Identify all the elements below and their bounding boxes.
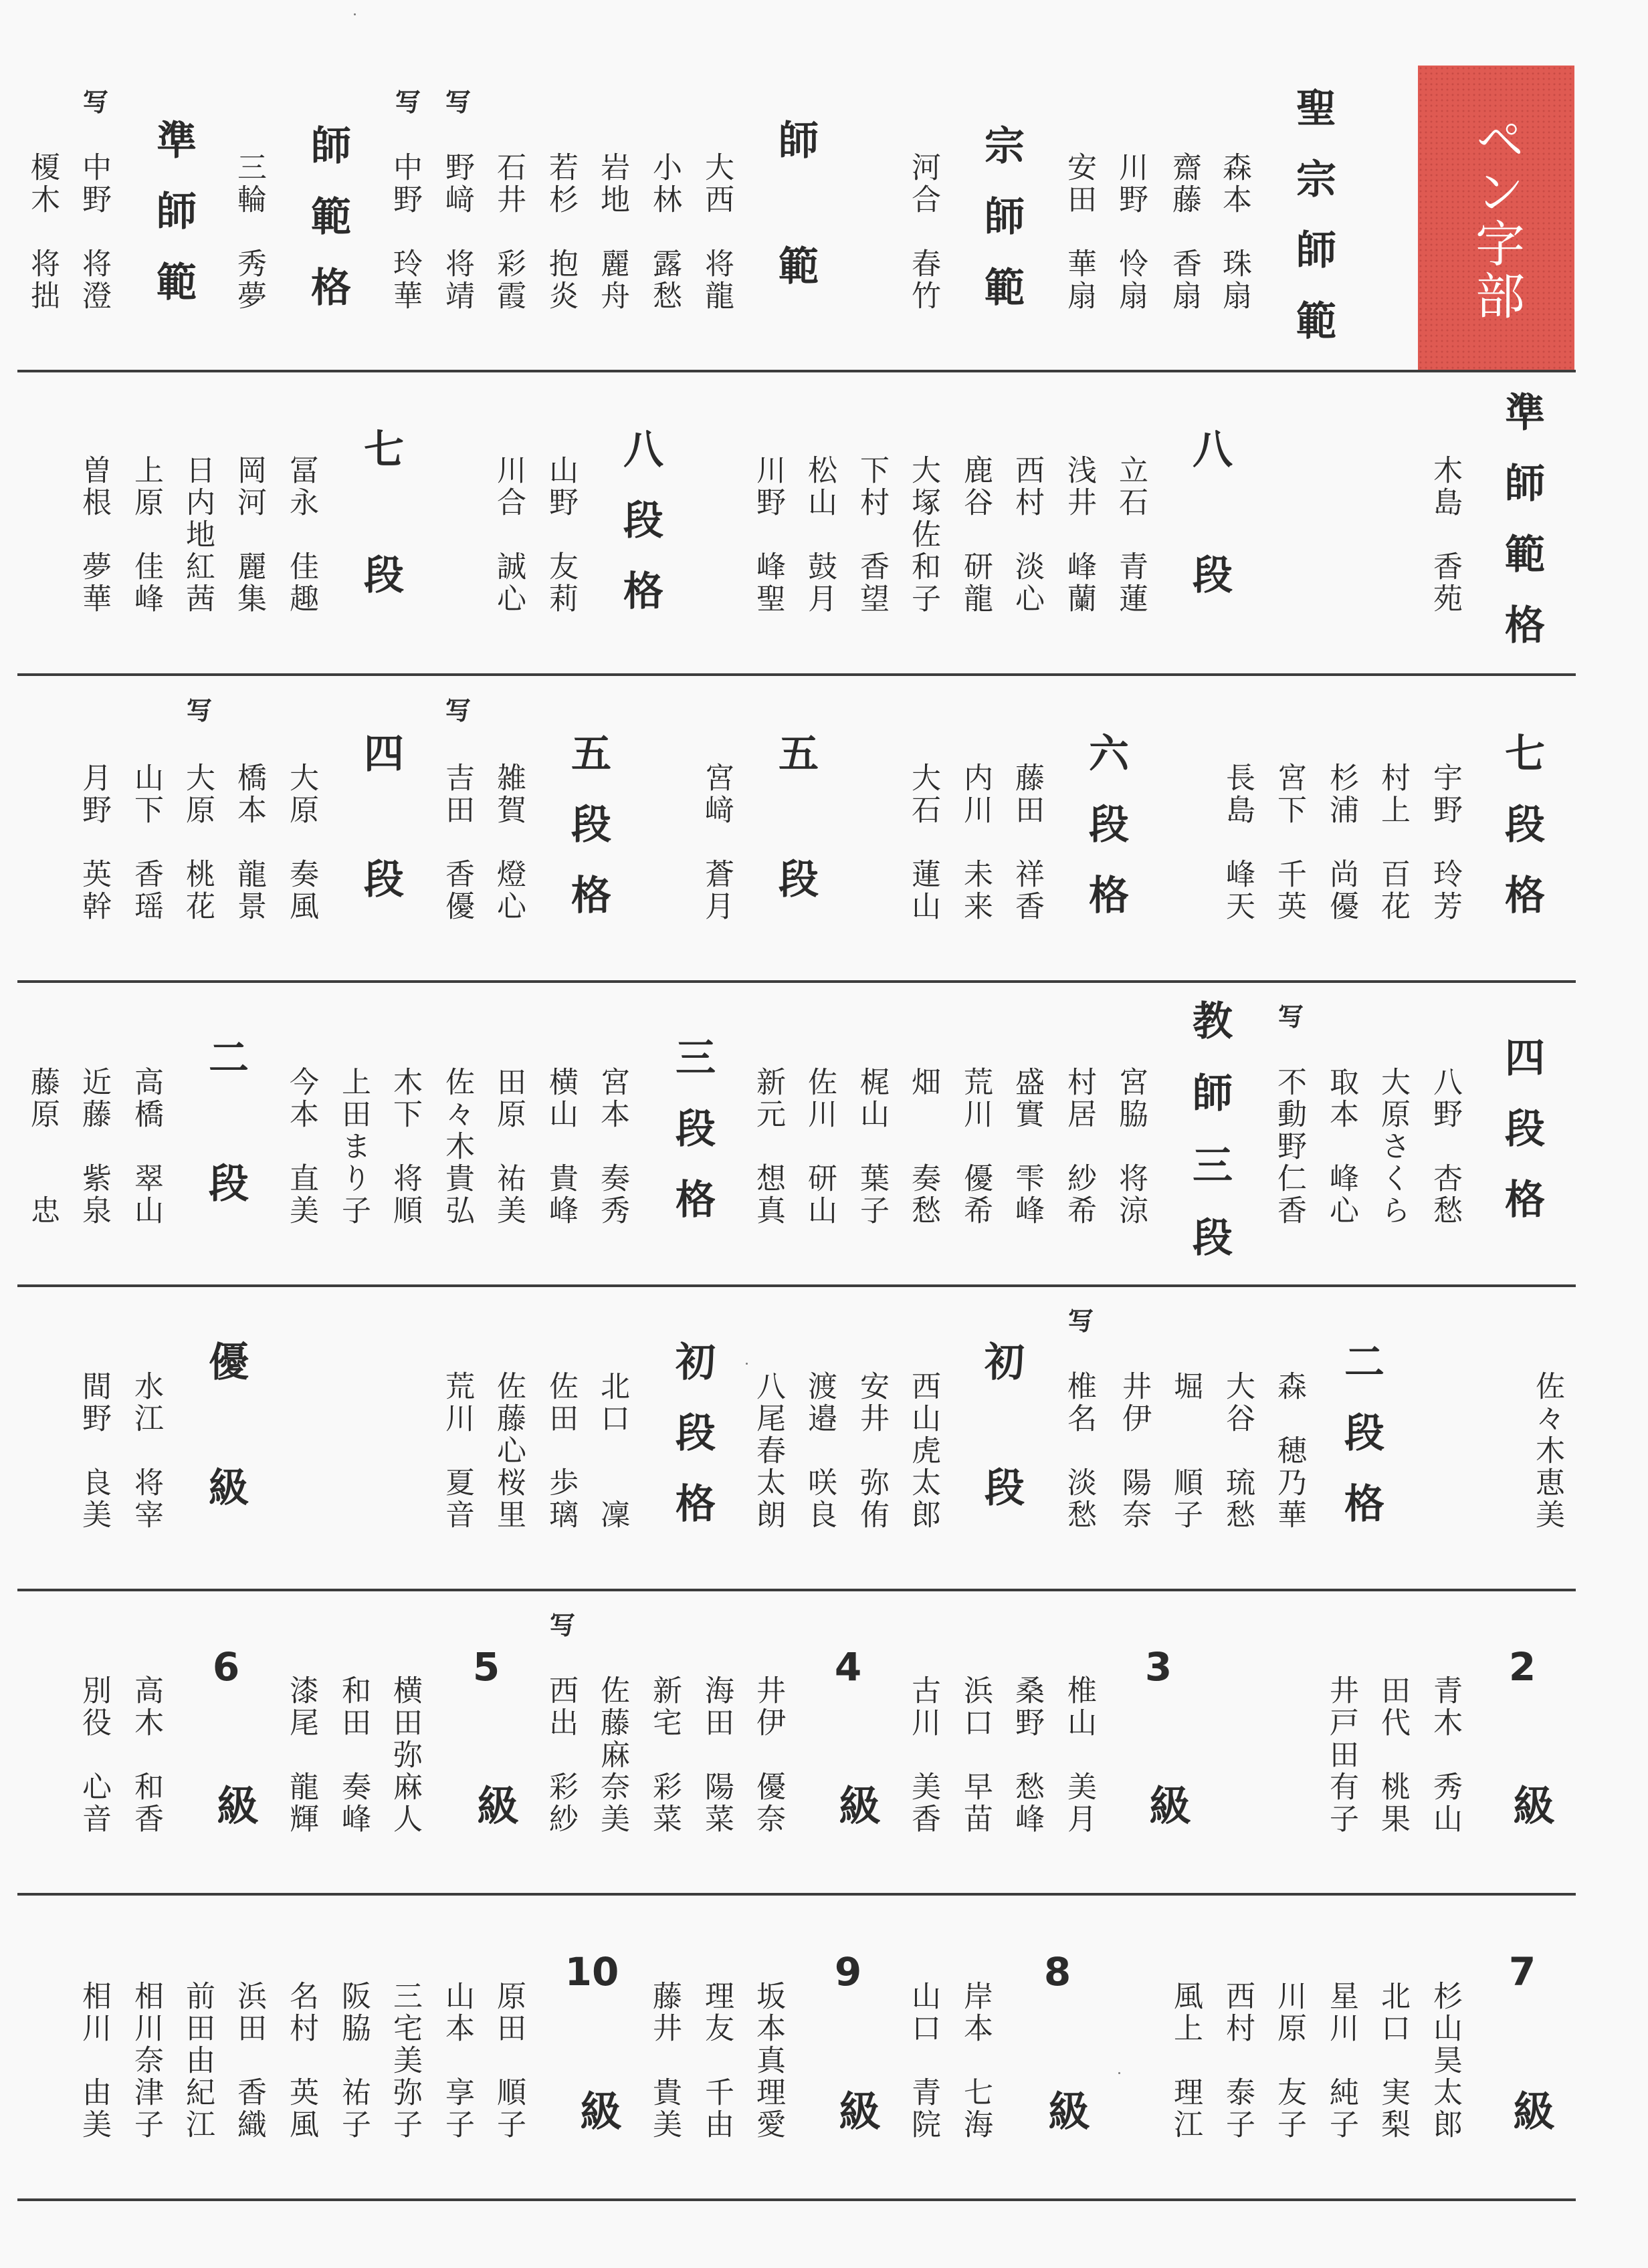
member-name: 杉浦 尚優 [1324,762,1358,923]
rank-heading-hachidan: 八段 [1186,428,1233,679]
member-name: 荒川 優希 [958,1066,993,1227]
member-name: 佐川 研山 [803,1066,837,1227]
member-name: 坂本真理愛 [751,1980,785,2141]
member-name: 立石 青蓮 [1114,455,1148,615]
member-name: 月野 英幹 [77,762,111,923]
member-name: 榎木 将拙 [25,152,60,312]
kyu-number: 4 [834,1644,862,1690]
member-name: 名村 英風 [284,1980,318,2141]
member-name: 岡河 麗集 [232,455,266,615]
member-name: 前田由紀江 [181,1980,215,2141]
rank-heading-yuukyuu: 優級 [202,1341,249,1592]
kyu-number: 10 [564,1949,619,1995]
member-name: 森 穂乃華 [1272,1371,1306,1531]
kyu-number: 8 [1043,1949,1071,1995]
member-name: 阪脇 祐子 [336,1980,371,2141]
member-name: 曽根 夢華 [77,455,111,615]
rank-heading-junshihankaku: 準師範格 [1498,391,1545,675]
member-name: 高橋 翠山 [129,1066,163,1227]
member-name: 岸本 七海 [958,1980,993,2141]
member-name: 安田 華扇 [1062,152,1096,312]
member-name: 大原 桃花 [181,762,215,923]
copy-mark: 写 [82,88,108,117]
rank-heading-shihan: 師範 [772,119,819,370]
member-name: 相川 由美 [77,1980,111,2141]
member-name: 橋本 龍景 [232,762,266,923]
member-name: 田代 桃果 [1376,1675,1410,1835]
member-name: 山野 友莉 [544,455,578,615]
member-name: 雑賀 燈心 [492,762,526,923]
member-name: 宇野 玲芳 [1428,762,1462,923]
copy-mark: 写 [549,1611,575,1640]
copy-mark: 写 [186,696,212,725]
member-name: 小林 露愁 [647,152,682,312]
member-name: 盛實 雫峰 [1010,1066,1044,1227]
member-name: 川野 怜扇 [1114,152,1148,312]
member-name: 北口 実梨 [1376,1980,1410,2141]
kyu-label: 級 [1041,2089,1090,2131]
member-name: 三宅美弥子 [388,1980,422,2141]
rank-heading-shodan: 初段 [978,1341,1025,1592]
member-name: 井戸田有子 [1324,1675,1358,1835]
rank-heading-nidan: 二段 [202,1036,249,1288]
kyu-number: 2 [1508,1644,1536,1690]
rank-heading-sandankaku: 三段格 [669,1036,716,1249]
member-name: 古川 美香 [906,1675,940,1835]
member-name: 相川奈津子 [129,1980,163,2141]
row-divider [17,2198,1576,2201]
member-name: 上田まり子 [336,1066,371,1227]
copy-mark: 写 [1067,1307,1094,1336]
member-name: 渡邉 咲良 [803,1371,837,1531]
rank-heading-godan: 五段 [772,732,819,984]
row-divider [17,1893,1576,1896]
member-name: 藤原 忠 [25,1066,60,1227]
member-name: 川合 誠心 [492,455,526,615]
member-name: 佐田 歩璃 [544,1371,578,1531]
member-name: 村上 百花 [1376,762,1410,923]
member-name: 漆尾 龍輝 [284,1675,318,1835]
member-name: 木下 将順 [388,1066,422,1227]
member-name: 宮脇 将涼 [1114,1066,1148,1227]
member-name: 別役 心音 [77,1675,111,1835]
rank-heading-nidankaku: 二段格 [1338,1341,1384,1553]
rank-heading-shihankaku: 師範格 [304,124,351,337]
member-name: 吉田 香優 [440,762,474,923]
kyu-label: 級 [573,2089,622,2131]
member-name: 岩地 麗舟 [595,152,629,312]
member-name: 若杉 抱炎 [544,152,578,312]
member-name: 西山虎太郎 [906,1371,940,1531]
member-name: 八野 杏愁 [1428,1066,1462,1227]
member-name: 安井 弥侑 [855,1371,889,1531]
member-name: 村居 紗希 [1062,1066,1096,1227]
member-name: 上原 佳峰 [129,455,163,615]
rank-heading-nanadan: 七段 [357,428,404,679]
member-name: 取本 峰心 [1324,1066,1358,1227]
member-name: 宮下 千英 [1272,762,1306,923]
member-name: 水江 将宰 [129,1371,163,1531]
member-name: 椎名 淡愁 [1062,1371,1096,1531]
row-divider [17,673,1576,676]
rank-heading-seishuu: 聖宗師範 [1290,87,1336,370]
member-name: 和田 奏峰 [336,1675,371,1835]
member-name: 山本 享子 [440,1980,474,2141]
member-name: 森本 珠扇 [1217,152,1251,312]
member-name: 野﨑 将靖 [440,152,474,312]
member-name: 横田弥麻人 [388,1675,422,1835]
member-name: 高木 和香 [129,1675,163,1835]
kyu-label: 級 [470,1784,519,1825]
member-name: 近藤 紫泉 [77,1066,111,1227]
member-name: 不動野仁香 [1272,1066,1306,1227]
member-name: 桑野 愁峰 [1010,1675,1044,1835]
pen-division-badge: ペン字部 [1418,66,1574,370]
member-name: 川野 峰聖 [751,455,785,615]
member-name: 齋藤 香扇 [1167,152,1201,312]
rank-heading-shodankaku: 初段格 [669,1341,716,1553]
member-name: 佐々木恵美 [1530,1371,1564,1531]
member-name: 冨永 佳趣 [284,455,318,615]
member-name: 中野 玲華 [388,152,422,312]
member-name: 木島 香苑 [1428,455,1462,615]
rank-heading-rokudankaku: 六段格 [1082,732,1129,945]
member-name: 宮﨑 蒼月 [700,762,734,923]
member-name: 藤井 貴美 [647,1980,682,2141]
member-name: 井伊 陽奈 [1117,1371,1151,1531]
member-name: 日内地紅茜 [181,455,215,615]
kyu-number: 9 [834,1949,862,1995]
member-name: 佐藤心桜里 [492,1371,526,1531]
member-name: 西出 彩紗 [544,1675,578,1835]
member-name: 浜田 香織 [232,1980,266,2141]
member-name: 浜口 早苗 [958,1675,993,1835]
rank-heading-yondan: 四段 [357,732,404,984]
copy-mark: 写 [445,696,471,725]
member-name: 田原 祐美 [492,1066,526,1227]
kyu-label: 級 [210,1784,259,1825]
copy-mark: 写 [1277,1002,1304,1032]
scan-speck [354,13,356,15]
member-name: 畑 奏愁 [906,1066,940,1227]
member-name: 八尾春太朗 [751,1371,785,1531]
kyu-label: 級 [832,2089,881,2131]
kyu-number: 7 [1508,1949,1536,1995]
rank-heading-hachidankaku: 八段格 [617,428,663,641]
copy-mark: 写 [445,88,471,117]
member-name: 藤田 祥香 [1010,762,1044,923]
member-name: 荒川 夏音 [440,1371,474,1531]
member-name: 佐藤麻奈美 [595,1675,629,1835]
kyu-number: 3 [1144,1644,1172,1690]
member-name: 山下 香瑶 [129,762,163,923]
member-name: 大石 蓮山 [906,762,940,923]
member-name: 松山 鼓月 [803,455,837,615]
rank-heading-kyoshi: 教師三段 [1186,1000,1233,1288]
kyu-label: 級 [1506,1784,1555,1825]
member-name: 長島 峰天 [1221,762,1255,923]
member-name: 原田 順子 [492,1980,526,2141]
member-name: 川原 友子 [1272,1980,1306,2141]
member-name: 西村 泰子 [1221,1980,1255,2141]
member-name: 中野 将澄 [77,152,111,312]
member-name: 浅井 峰蘭 [1062,455,1096,615]
member-name: 西村 淡心 [1010,455,1044,615]
member-name: 山口 青院 [906,1980,940,2141]
member-name: 下村 香望 [855,455,889,615]
member-name: 井伊 優奈 [751,1675,785,1835]
kyu-label: 級 [832,1784,881,1825]
member-name: 佐々木貴弘 [440,1066,474,1227]
member-name: 三輪 秀夢 [232,152,266,312]
member-name: 堀 順子 [1168,1371,1203,1531]
member-name: 青木 秀山 [1428,1675,1462,1835]
member-name: 鹿谷 研龍 [958,455,993,615]
member-name: 椎山 美月 [1062,1675,1096,1835]
member-name: 内川 未来 [958,762,993,923]
rank-heading-godankaku: 五段格 [564,732,611,945]
member-name: 河合 春竹 [906,152,940,312]
rank-heading-nanadankaku: 七段格 [1498,732,1545,945]
member-name: 新宅 彩菜 [647,1675,682,1835]
member-name: 宮本 奏秀 [595,1066,629,1227]
member-name: 大塚佐和子 [906,455,940,615]
member-name: 梶山 葉子 [855,1066,889,1227]
member-name: 大西 将龍 [700,152,734,312]
member-name: 風上 理江 [1168,1980,1203,2141]
member-name: 大谷 琉愁 [1221,1371,1255,1531]
scan-speck [1118,2072,1120,2074]
rank-heading-yondankaku: 四段格 [1498,1036,1545,1249]
member-name: 杉山昊太郎 [1428,1980,1462,2141]
kyu-number: 5 [472,1644,500,1690]
member-name: 大原 奏風 [284,762,318,923]
member-name: 新元 想真 [751,1066,785,1227]
row-divider [17,1589,1576,1591]
rank-heading-shuu: 宗師範 [978,124,1025,337]
member-name: 横山 貴峰 [544,1066,578,1227]
member-name: 星川 純子 [1324,1980,1358,2141]
member-name: 今本 直美 [284,1066,318,1227]
rank-heading-junshihan: 準師範 [150,119,197,332]
scan-speck [746,1363,748,1365]
kyu-number: 6 [212,1644,240,1690]
row-divider [17,1284,1576,1287]
member-name: 海田 陽菜 [700,1675,734,1835]
member-name: 大原さくら [1376,1066,1410,1227]
kyu-label: 級 [1142,1784,1191,1825]
member-name: 石井 彩霞 [492,152,526,312]
member-name: 間野 良美 [77,1371,111,1531]
member-name: 理友 千由 [700,1980,734,2141]
kyu-label: 級 [1506,2089,1555,2131]
member-name: 北口 凜 [595,1371,629,1531]
copy-mark: 写 [395,88,421,117]
